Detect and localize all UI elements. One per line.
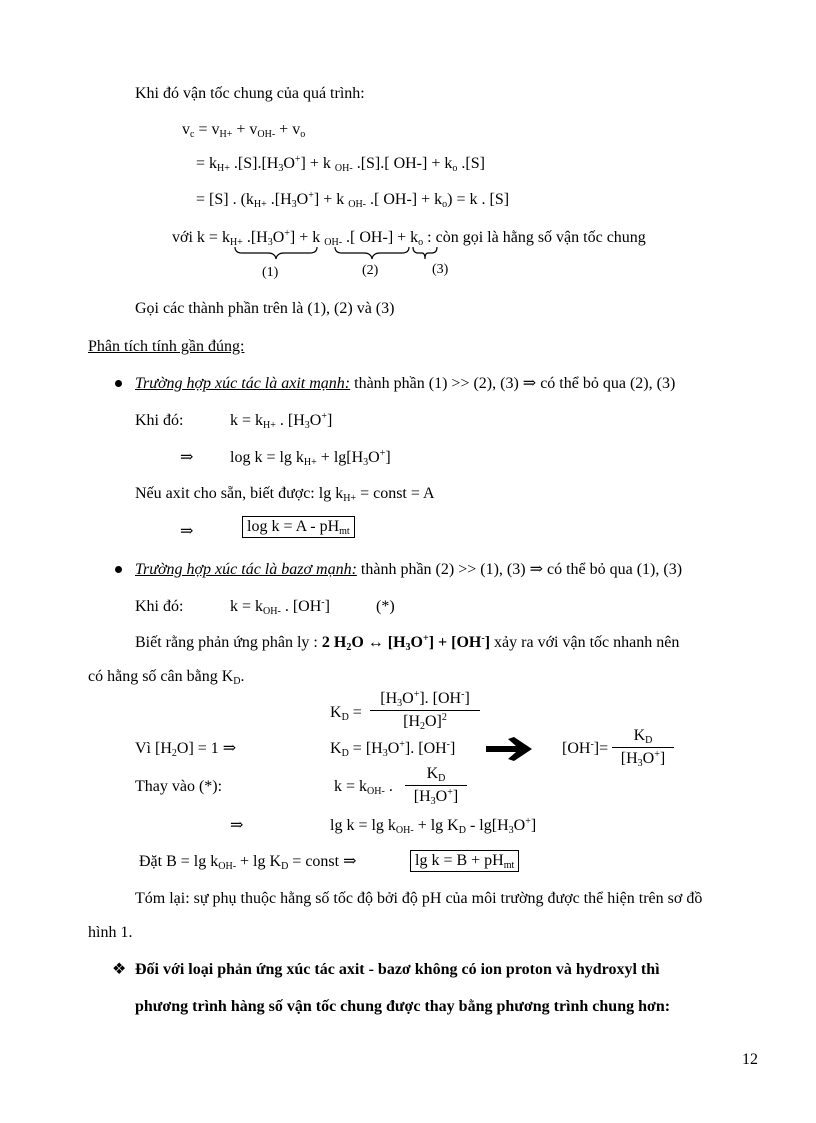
diamond-bullet-icon: ❖ — [112, 961, 127, 978]
oh-fraction: $K_D$ $[H_3O^+]$ — [612, 727, 674, 768]
case2-star-mark: (*) — [376, 598, 395, 615]
implies-arrow: ⇒ — [180, 523, 194, 540]
lgk-eq: $\lg k = \lg k_{OH-} + \lg K_D - \lg[H_3O^+]$ — [330, 816, 537, 836]
final-line-1: Đối với loại phản ứng xúc tác axit - bazơ không có ion proton và hydroxyl thì — [135, 961, 660, 978]
case1-line: Trường hợp xúc tác là axit mạnh: thành phần (1) >> (2), (3) ⇒ có thể bỏ qua (2), (3) — [135, 375, 676, 392]
under-brace-3 — [412, 246, 438, 260]
page-number: 12 — [742, 1051, 758, 1068]
analysis-heading: Phân tích tính gần đúng: — [88, 338, 245, 355]
case1-result-box: $\log k = A - pH_{mt}$ — [242, 516, 355, 538]
eq-line-4: với $k = k_{H+}$ $.[H_3O^+] + k$ $_{OH-}$ .[ $OH-] + k_o$ : còn gọi là hằng số vận tốc chung — [172, 228, 646, 248]
eq-line-3: = [S] . ($k_{H+}$ $.[H_3O^+] + k$ $_{OH-}$ .[ $OH-] + k_o) = k$ . [S] — [196, 190, 510, 210]
oh-lhs: [OH-]= — [562, 739, 609, 757]
bullet-case2 — [115, 566, 122, 573]
summary-line-2: hình 1. — [88, 924, 133, 941]
brace-label-2: (2) — [362, 263, 379, 278]
implies-arrow: ⇒ — [230, 817, 244, 834]
summary-line-1: Tóm lại: sự phụ thuộc hằng số tốc độ bởi độ pH của môi trường được thể hiện trên sơ đồ — [135, 890, 703, 907]
under-brace-1 — [234, 246, 318, 260]
brace-label-3: (3) — [432, 262, 449, 277]
dat-b-line: Đặt $B = \lg k_{OH-} + \lg K_D$ = const ⇒ — [139, 853, 357, 872]
thay-label: Thay vào (*): — [135, 778, 223, 795]
kd-lhs: $K_D$ = — [330, 704, 362, 723]
case1-axit-given: Nếu axit cho sẵn, biết được: $\lg k_{H+}$ = const = A — [135, 485, 435, 504]
case2-k-eq: $k = k_{OH-}$ . [OH-] — [230, 597, 330, 617]
case2-khido-label: Khi đó: — [135, 598, 184, 615]
eq-line-2: = $k_{H+}$ $.[S].[H_3O^+] + k$ $_{OH-}$ .[S].[ $OH-] + k_o$ .[S] — [196, 154, 485, 174]
kd-fraction: $[H_3O^+]$. [OH-] $[H_2O]^2$ — [370, 690, 480, 731]
case1-k-eq: $k = k_{H+}$ . $[H_3O^+]$ — [230, 411, 333, 431]
parts-text: Gọi các thành phần trên là (1), (2) và (3) — [135, 300, 395, 317]
intro-text: Khi đó vận tốc chung của quá trình: — [135, 85, 365, 102]
final-line-2: phương trình hàng số vận tốc chung được thay bằng phương trình chung hơn: — [135, 998, 671, 1015]
implies-arrow: ⇒ — [180, 449, 194, 466]
brace-label-1: (1) — [262, 265, 279, 280]
thay-fraction: $K_D$ $[H_3O^+]$ — [405, 765, 467, 806]
thay-k-eq: $k = k_{OH-}$ . — [334, 778, 393, 797]
case2-line: Trường hợp xúc tác là bazơ mạnh: thành phần (2) >> (1), (3) ⇒ có thể bỏ qua (1), (3) — [135, 561, 683, 578]
bullet-case1 — [115, 380, 122, 387]
case2-result-box: $\lg k = B + pH_{mt}$ — [410, 850, 519, 872]
bold-right-arrow — [484, 736, 534, 762]
eq-vc: $v_c = v_{H+} + v_{OH-} + v_o$ — [182, 121, 306, 140]
dissociation-line: Biết rằng phản ứng phân ly : 2 $H_2O$ ↔ $[H_3O^+] + [OH^-]$ xảy ra với vận tốc nhanh nên — [135, 633, 680, 653]
case1-khido-label: Khi đó: — [135, 412, 184, 429]
kd-intro: có hằng số cân bằng $K_D$. — [88, 668, 245, 687]
kd-product: $K_D = [H_3O^+]$. [OH-] — [330, 739, 456, 759]
case1-logk-eq: $\log k = \lg k_{H+} + \lg[H_3O^+]$ — [230, 448, 391, 468]
vi-h2o-eq: Vì $[H_2O] = 1$ ⇒ — [135, 740, 237, 759]
under-brace-2 — [334, 246, 410, 260]
